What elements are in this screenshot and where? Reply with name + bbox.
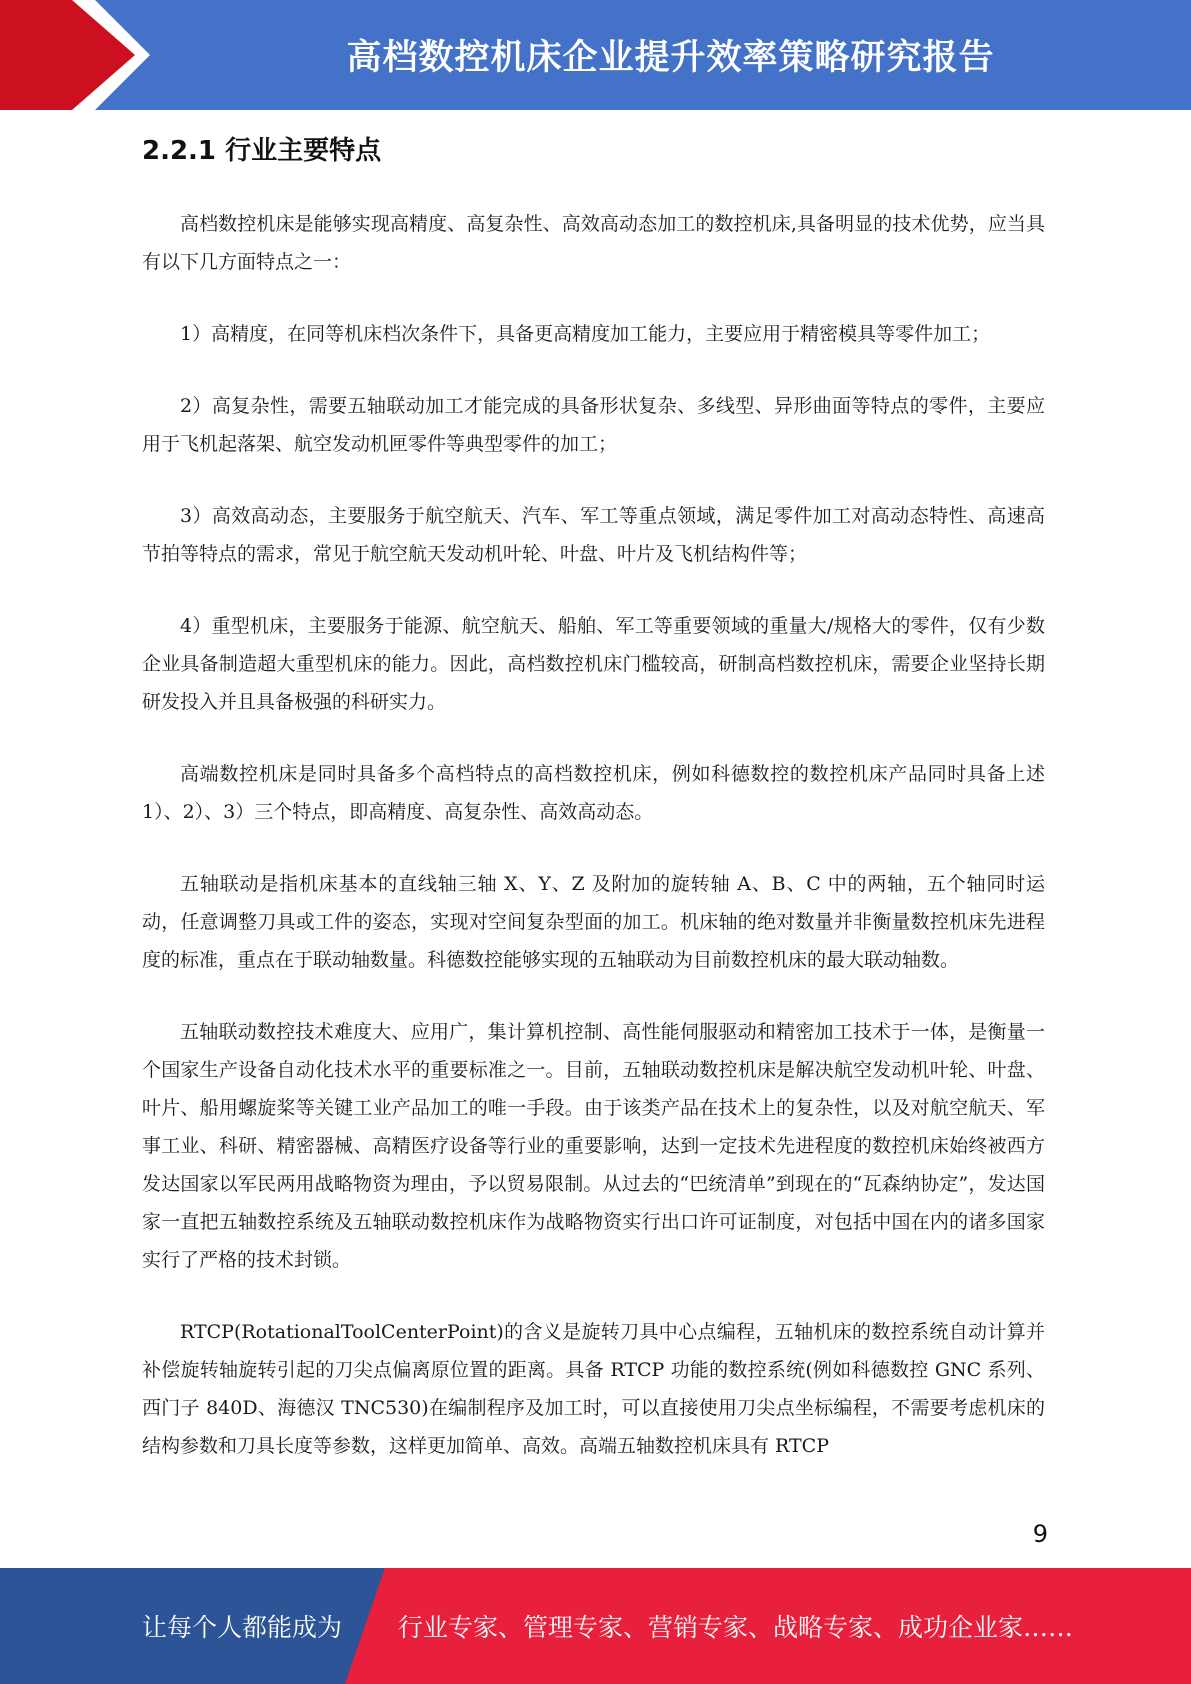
paragraph: 1）高精度，在同等机床档次条件下，具备更高精度加工能力，主要应用于精密模具等零件加工； [180, 323, 991, 345]
section-heading: 2.2.1 行业主要特点 [142, 136, 382, 166]
paragraph: RTCP(RotationalToolCenterPoint)的含义是旋转刀具中心点编程，五轴机床的数控系统自动计算并补偿旋转轴旋转引起的刀尖点偏离原位置的距离。具备 RTCP 功能的数控系统(例如科德数控 GNC 系列、西门子 840D、海德汉 TNC530)在编制程序及加工时，可以直接使用刀尖点坐标编程，不需要考虑机床的结构参数和刀具长度等参数，这样更加简单、高效。高端五轴数控机床具有 RTCP [142, 1321, 1045, 1457]
page-number: 9 [1032, 1520, 1048, 1548]
paragraph: 五轴联动是指机床基本的直线轴三轴 X、Y、Z 及附加的旋转轴 A、B、C 中的两轴，五个轴同时运动，任意调整刀具或工件的姿态，实现对空间复杂型面的加工。机床轴的绝对数量并非衡量数控机床先进程度的标准，重点在于联动轴数量。科德数控能够实现的五轴联动为目前数控机床的最大联动轴数。 [142, 873, 1045, 971]
footer-slogan-right: 行业专家、管理专家、营销专家、战略专家、成功企业家…… [398, 1613, 1074, 1642]
footer-slogan-left: 让每个人都能成为 [142, 1613, 343, 1642]
paragraph: 3）高效高动态，主要服务于航空航天、汽车、军工等重点领域，满足零件加工对高动态特性、高速高节拍等特点的需求，常见于航空航天发动机叶轮、叶盘、叶片及飞机结构件等； [142, 505, 1045, 565]
body-text [142, 205, 1045, 1499]
paragraph: 4）重型机床，主要服务于能源、航空航天、船舶、军工等重要领域的重量大/规格大的零件，仅有少数企业具备制造超大重型机床的能力。因此，高档数控机床门槛较高，研制高档数控机床，需要企业坚持长期研发投入并且具备极强的科研实力。 [142, 615, 1045, 713]
paragraph: 高端数控机床是同时具备多个高档特点的高档数控机床，例如科德数控的数控机床产品同时具备上述 1）、2）、3）三个特点，即高精度、高复杂性、高效高动态。 [142, 763, 1045, 823]
footer-banner [0, 1568, 1191, 1684]
report-title: 高档数控机床企业提升效率策略研究报告 [346, 38, 995, 78]
header-banner [0, 0, 1191, 110]
paragraph: 高档数控机床是能够实现高精度、高复杂性、高效高动态加工的数控机床,具备明显的技术优势，应当具有以下几方面特点之一： [142, 213, 1045, 273]
paragraph: 五轴联动数控技术难度大、应用广，集计算机控制、高性能伺服驱动和精密加工技术于一体，是衡量一个国家生产设备自动化技术水平的重要标准之一。目前，五轴联动数控机床是解决航空发动机叶轮、叶盘、叶片、船用螺旋桨等关键工业产品加工的唯一手段。由于该类产品在技术上的复杂性，以及对航空航天、军事工业、科研、精密器械、高精医疗设备等行业的重要影响，达到一定技术先进程度的数控机床始终被西方发达国家以军民两用战略物资为理由，予以贸易限制。从过去的“巴统清单”到现在的“瓦森纳协定”，发达国家一直把五轴数控系统及五轴联动数控机床作为战略物资实行出口许可证制度，对包括中国在内的诸多国家实行了严格的技术封锁。 [142, 1021, 1045, 1271]
paragraph: 2）高复杂性，需要五轴联动加工才能完成的具备形状复杂、多线型、异形曲面等特点的零件，主要应用于飞机起落架、航空发动机匣零件等典型零件的加工； [142, 395, 1045, 455]
